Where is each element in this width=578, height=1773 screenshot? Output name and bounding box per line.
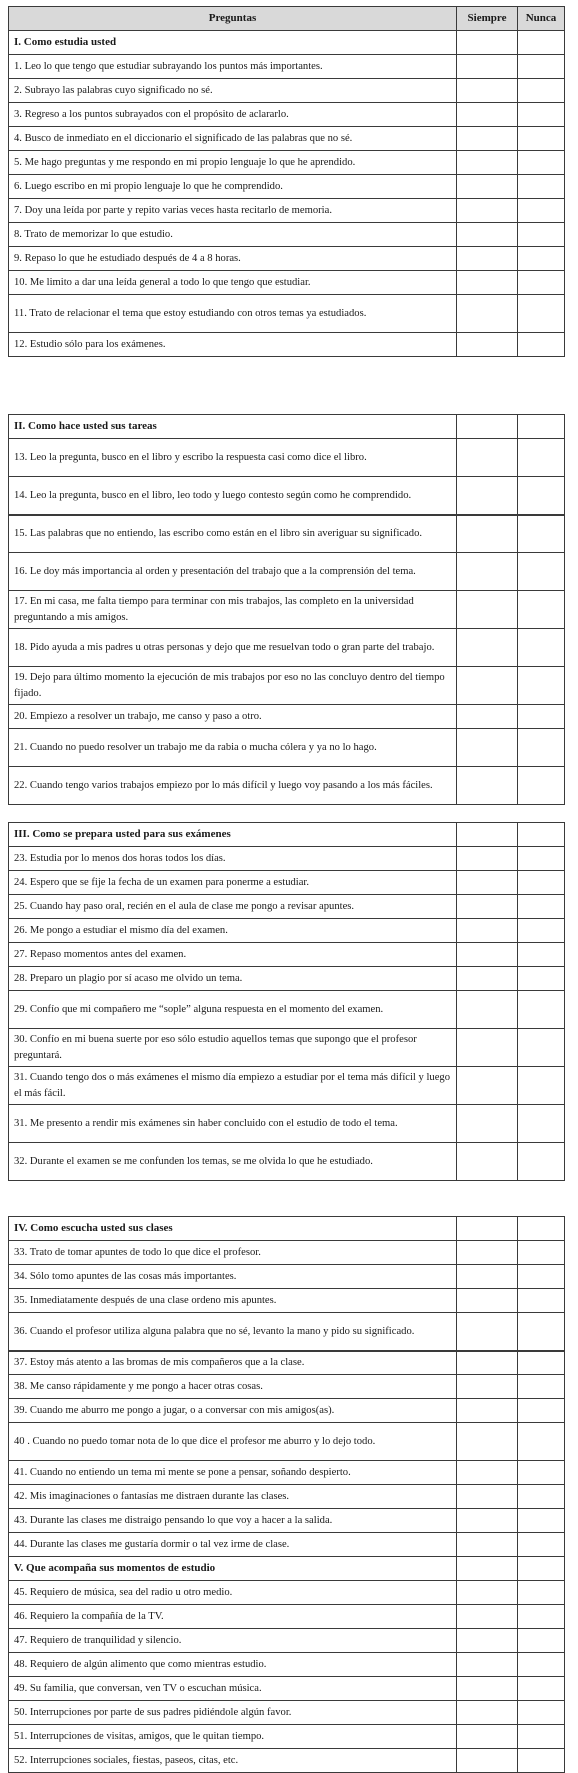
- question-text: 14. Leo la pregunta, busco en el libro, leo todo y luego contesto según como he comprendido.: [9, 477, 457, 515]
- section-nunca-cell: [518, 1557, 565, 1581]
- siempre-answer-cell[interactable]: [457, 271, 518, 295]
- siempre-answer-cell[interactable]: [457, 1749, 518, 1773]
- siempre-answer-cell[interactable]: [457, 1581, 518, 1605]
- nunca-answer-cell[interactable]: [518, 591, 565, 629]
- siempre-answer-cell[interactable]: [457, 1485, 518, 1509]
- siempre-answer-cell[interactable]: [457, 591, 518, 629]
- header-siempre: Siempre: [457, 7, 518, 31]
- siempre-answer-cell[interactable]: [457, 767, 518, 805]
- section-title: IV. Como escucha usted sus clases: [9, 1217, 457, 1241]
- section-siempre-cell: [457, 823, 518, 847]
- question-row: [9, 871, 565, 895]
- question-text: 8. Trato de memorizar lo que estudio.: [9, 223, 457, 247]
- question-row: [9, 1351, 565, 1375]
- question-row: [9, 439, 565, 477]
- siempre-answer-cell[interactable]: [457, 1461, 518, 1485]
- question-row: [9, 967, 565, 991]
- question-text: 25. Cuando hay paso oral, recién en el aula de clase me pongo a revisar apuntes.: [9, 895, 457, 919]
- section-siempre-cell: [457, 31, 518, 55]
- question-row: [9, 1461, 565, 1485]
- siempre-answer-cell[interactable]: [457, 295, 518, 333]
- nunca-answer-cell[interactable]: [518, 629, 565, 667]
- question-text: 30. Confío en mi buena suerte por eso sólo estudio aquellos temas que supongo que el profesor preguntará.: [9, 1029, 457, 1067]
- question-text: 17. En mi casa, me falta tiempo para terminar con mis trabajos, las completo en la universidad preguntando a mis amigos.: [9, 591, 457, 629]
- siempre-answer-cell[interactable]: [457, 667, 518, 705]
- question-row: [9, 55, 565, 79]
- nunca-answer-cell[interactable]: [518, 439, 565, 477]
- siempre-answer-cell[interactable]: [457, 333, 518, 357]
- question-row: [9, 1265, 565, 1289]
- siempre-answer-cell[interactable]: [457, 103, 518, 127]
- nunca-answer-cell[interactable]: [518, 1461, 565, 1485]
- question-row: [9, 295, 565, 333]
- question-text: 23. Estudia por lo menos dos horas todos los días.: [9, 847, 457, 871]
- question-row: [9, 127, 565, 151]
- question-text: 45. Requiero de música, sea del radio u otro medio.: [9, 1581, 457, 1605]
- siempre-answer-cell[interactable]: [457, 1701, 518, 1725]
- questionnaire-table-3: [8, 822, 565, 1181]
- question-text: 44. Durante las clases me gustaría dormir o tal vez irme de clase.: [9, 1533, 457, 1557]
- question-text: 6. Luego escribo en mi propio lenguaje lo que he comprendido.: [9, 175, 457, 199]
- siempre-answer-cell[interactable]: [457, 1375, 518, 1399]
- siempre-answer-cell[interactable]: [457, 729, 518, 767]
- siempre-answer-cell[interactable]: [457, 871, 518, 895]
- question-text: 10. Me limito a dar una leída general a todo lo que tengo que estudiar.: [9, 271, 457, 295]
- nunca-answer-cell[interactable]: [518, 79, 565, 103]
- question-row: [9, 175, 565, 199]
- nunca-answer-cell[interactable]: [518, 127, 565, 151]
- question-text: 48. Requiero de algún alimento que como mientras estudio.: [9, 1653, 457, 1677]
- question-row: [9, 1313, 565, 1351]
- question-text: 1. Leo lo que tengo que estudiar subrayando los puntos más importantes.: [9, 55, 457, 79]
- nunca-answer-cell[interactable]: [518, 1701, 565, 1725]
- question-text: 42. Mis imaginaciones o fantasías me distraen durante las clases.: [9, 1485, 457, 1509]
- question-row: [9, 333, 565, 357]
- question-row: [9, 1241, 565, 1265]
- nunca-answer-cell[interactable]: [518, 943, 565, 967]
- question-row: [9, 591, 565, 629]
- question-text: 9. Repaso lo que he estudiado después de 4 a 8 horas.: [9, 247, 457, 271]
- nunca-answer-cell[interactable]: [518, 919, 565, 943]
- question-text: 46. Requiero la compañía de la TV.: [9, 1605, 457, 1629]
- siempre-answer-cell[interactable]: [457, 175, 518, 199]
- siempre-answer-cell[interactable]: [457, 919, 518, 943]
- question-text: 51. Interrupciones de visitas, amigos, que le quitan tiempo.: [9, 1725, 457, 1749]
- question-text: 36. Cuando el profesor utiliza alguna palabra que no sé, levanto la mano y pido su significado.: [9, 1313, 457, 1351]
- question-row: [9, 79, 565, 103]
- siempre-answer-cell[interactable]: [457, 199, 518, 223]
- section-title: I. Como estudia usted: [9, 31, 457, 55]
- question-text: 22. Cuando tengo varios trabajos empiezo por lo más difícil y luego voy pasando a los más fáciles.: [9, 767, 457, 805]
- question-row: [9, 1533, 565, 1557]
- question-text: 16. Le doy más importancia al orden y presentación del trabajo que a la comprensión del tema.: [9, 553, 457, 591]
- siempre-answer-cell[interactable]: [457, 223, 518, 247]
- nunca-answer-cell[interactable]: [518, 729, 565, 767]
- question-row: [9, 895, 565, 919]
- question-row: [9, 729, 565, 767]
- nunca-answer-cell[interactable]: [518, 1029, 565, 1067]
- question-row: [9, 1105, 565, 1143]
- siempre-answer-cell[interactable]: [457, 1105, 518, 1143]
- nunca-answer-cell[interactable]: [518, 1265, 565, 1289]
- header-preguntas: Preguntas: [9, 7, 457, 31]
- nunca-answer-cell[interactable]: [518, 1241, 565, 1265]
- nunca-answer-cell[interactable]: [518, 1629, 565, 1653]
- nunca-answer-cell[interactable]: [518, 55, 565, 79]
- nunca-answer-cell[interactable]: [518, 1725, 565, 1749]
- question-row: [9, 1067, 565, 1105]
- question-text: 2. Subrayo las palabras cuyo significado no sé.: [9, 79, 457, 103]
- question-text: 18. Pido ayuda a mis padres u otras personas y dejo que me resuelvan todo o gran parte del trabajo.: [9, 629, 457, 667]
- section-row: [9, 823, 565, 847]
- nunca-answer-cell[interactable]: [518, 1653, 565, 1677]
- question-row: [9, 943, 565, 967]
- nunca-answer-cell[interactable]: [518, 199, 565, 223]
- siempre-answer-cell[interactable]: [457, 1399, 518, 1423]
- section-row: [9, 31, 565, 55]
- question-row: [9, 1399, 565, 1423]
- nunca-answer-cell[interactable]: [518, 705, 565, 729]
- question-row: [9, 1677, 565, 1701]
- questionnaire-table-4: [8, 1216, 565, 1773]
- nunca-answer-cell[interactable]: [518, 1105, 565, 1143]
- siempre-answer-cell[interactable]: [457, 1509, 518, 1533]
- nunca-answer-cell[interactable]: [518, 175, 565, 199]
- siempre-answer-cell[interactable]: [457, 705, 518, 729]
- nunca-answer-cell[interactable]: [518, 1677, 565, 1701]
- question-text: 28. Preparo un plagio por sí acaso me olvido un tema.: [9, 967, 457, 991]
- question-text: 3. Regreso a los puntos subrayados con el propósito de aclararlo.: [9, 103, 457, 127]
- siempre-answer-cell[interactable]: [457, 79, 518, 103]
- siempre-answer-cell[interactable]: [457, 1289, 518, 1313]
- section-row: [9, 415, 565, 439]
- nunca-answer-cell[interactable]: [518, 333, 565, 357]
- section-nunca-cell: [518, 823, 565, 847]
- nunca-answer-cell[interactable]: [518, 515, 565, 553]
- questionnaire-table-2: [8, 414, 565, 805]
- nunca-answer-cell[interactable]: [518, 1143, 565, 1181]
- nunca-answer-cell[interactable]: [518, 247, 565, 271]
- nunca-answer-cell[interactable]: [518, 151, 565, 175]
- section-siempre-cell: [457, 415, 518, 439]
- siempre-answer-cell[interactable]: [457, 1423, 518, 1461]
- question-text: 24. Espero que se fije la fecha de un examen para ponerme a estudiar.: [9, 871, 457, 895]
- section-nunca-cell: [518, 31, 565, 55]
- nunca-answer-cell[interactable]: [518, 1423, 565, 1461]
- question-row: [9, 847, 565, 871]
- question-row: [9, 247, 565, 271]
- question-row: [9, 271, 565, 295]
- nunca-answer-cell[interactable]: [518, 295, 565, 333]
- nunca-answer-cell[interactable]: [518, 967, 565, 991]
- question-text: 32. Durante el examen se me confunden los temas, se me olvida lo que he estudiado.: [9, 1143, 457, 1181]
- question-row: [9, 103, 565, 127]
- nunca-answer-cell[interactable]: [518, 767, 565, 805]
- question-row: [9, 151, 565, 175]
- question-text: 50. Interrupciones por parte de sus padres pidiéndole algún favor.: [9, 1701, 457, 1725]
- question-text: 49. Su familia, que conversan, ven TV o escuchan música.: [9, 1677, 457, 1701]
- question-row: [9, 1725, 565, 1749]
- question-text: 12. Estudio sólo para los exámenes.: [9, 333, 457, 357]
- nunca-answer-cell[interactable]: [518, 1375, 565, 1399]
- nunca-answer-cell[interactable]: [518, 1289, 565, 1313]
- question-row: [9, 1485, 565, 1509]
- siempre-answer-cell[interactable]: [457, 55, 518, 79]
- siempre-answer-cell[interactable]: [457, 1241, 518, 1265]
- question-text: 11. Trato de relacionar el tema que estoy estudiando con otros temas ya estudiados.: [9, 295, 457, 333]
- nunca-answer-cell[interactable]: [518, 223, 565, 247]
- question-row: [9, 1029, 565, 1067]
- siempre-answer-cell[interactable]: [457, 1143, 518, 1181]
- question-text: 31. Cuando tengo dos o más exámenes el mismo día empiezo a estudiar por el tema más difícil y luego el más fácil.: [9, 1067, 457, 1105]
- nunca-answer-cell[interactable]: [518, 1067, 565, 1105]
- question-text: 26. Me pongo a estudiar el mismo día del examen.: [9, 919, 457, 943]
- siempre-answer-cell[interactable]: [457, 477, 518, 515]
- section-row: [9, 1557, 565, 1581]
- nunca-answer-cell[interactable]: [518, 1581, 565, 1605]
- siempre-answer-cell[interactable]: [457, 1653, 518, 1677]
- nunca-answer-cell[interactable]: [518, 477, 565, 515]
- siempre-answer-cell[interactable]: [457, 1677, 518, 1701]
- question-row: [9, 1143, 565, 1181]
- siempre-answer-cell[interactable]: [457, 895, 518, 919]
- section-title: V. Que acompaña sus momentos de estudio: [9, 1557, 457, 1581]
- question-text: 47. Requiero de tranquilidad y silencio.: [9, 1629, 457, 1653]
- question-text: 43. Durante las clases me distraigo pensando lo que voy a hacer a la salida.: [9, 1509, 457, 1533]
- siempre-answer-cell[interactable]: [457, 553, 518, 591]
- question-row: [9, 1653, 565, 1677]
- question-row: [9, 1629, 565, 1653]
- section-nunca-cell: [518, 1217, 565, 1241]
- question-text: 19. Dejo para último momento la ejecución de mis trabajos por eso no las concluyo dentro del tiempo fijado.: [9, 667, 457, 705]
- siempre-answer-cell[interactable]: [457, 629, 518, 667]
- question-text: 33. Trato de tomar apuntes de todo lo que dice el profesor.: [9, 1241, 457, 1265]
- question-row: [9, 1581, 565, 1605]
- section-title: II. Como hace usted sus tareas: [9, 415, 457, 439]
- siempre-answer-cell[interactable]: [457, 943, 518, 967]
- siempre-answer-cell[interactable]: [457, 1067, 518, 1105]
- siempre-answer-cell[interactable]: [457, 439, 518, 477]
- table-header-row: [9, 7, 565, 31]
- siempre-answer-cell[interactable]: [457, 967, 518, 991]
- question-row: [9, 1289, 565, 1313]
- nunca-answer-cell[interactable]: [518, 1509, 565, 1533]
- section-title: III. Como se prepara usted para sus exámenes: [9, 823, 457, 847]
- siempre-answer-cell[interactable]: [457, 1605, 518, 1629]
- nunca-answer-cell[interactable]: [518, 1351, 565, 1375]
- nunca-answer-cell[interactable]: [518, 667, 565, 705]
- section-siempre-cell: [457, 1217, 518, 1241]
- section-row: [9, 1217, 565, 1241]
- question-text: 41. Cuando no entiendo un tema mi mente se pone a pensar, soñando despierto.: [9, 1461, 457, 1485]
- question-row: [9, 667, 565, 705]
- question-text: 27. Repaso momentos antes del examen.: [9, 943, 457, 967]
- nunca-answer-cell[interactable]: [518, 1399, 565, 1423]
- nunca-answer-cell[interactable]: [518, 991, 565, 1029]
- siempre-answer-cell[interactable]: [457, 1351, 518, 1375]
- question-row: [9, 767, 565, 805]
- question-row: [9, 1701, 565, 1725]
- questionnaire-table-1: [8, 6, 565, 357]
- nunca-answer-cell[interactable]: [518, 871, 565, 895]
- question-text: 31. Me presento a rendir mis exámenes sin haber concluido con el estudio de todo el tema.: [9, 1105, 457, 1143]
- question-text: 5. Me hago preguntas y me respondo en mi propio lenguaje lo que he aprendido.: [9, 151, 457, 175]
- question-row: [9, 1423, 565, 1461]
- siempre-answer-cell[interactable]: [457, 515, 518, 553]
- nunca-answer-cell[interactable]: [518, 1313, 565, 1351]
- question-text: 20. Empiezo a resolver un trabajo, me canso y paso a otro.: [9, 705, 457, 729]
- question-row: [9, 515, 565, 553]
- siempre-answer-cell[interactable]: [457, 1265, 518, 1289]
- siempre-answer-cell[interactable]: [457, 847, 518, 871]
- siempre-answer-cell[interactable]: [457, 1313, 518, 1351]
- section-nunca-cell: [518, 415, 565, 439]
- question-row: [9, 629, 565, 667]
- question-row: [9, 919, 565, 943]
- question-row: [9, 1605, 565, 1629]
- siempre-answer-cell[interactable]: [457, 151, 518, 175]
- nunca-answer-cell[interactable]: [518, 1605, 565, 1629]
- question-text: 39. Cuando me aburro me pongo a jugar, o a conversar con mis amigos(as).: [9, 1399, 457, 1423]
- nunca-answer-cell[interactable]: [518, 1533, 565, 1557]
- question-text: 40 . Cuando no puedo tomar nota de lo que dice el profesor me aburro y lo dejo todo.: [9, 1423, 457, 1461]
- siempre-answer-cell[interactable]: [457, 991, 518, 1029]
- question-text: 7. Doy una leída por parte y repito varias veces hasta recitarlo de memoria.: [9, 199, 457, 223]
- question-text: 13. Leo la pregunta, busco en el libro y escribo la respuesta casi como dice el libro.: [9, 439, 457, 477]
- question-row: [9, 1509, 565, 1533]
- nunca-answer-cell[interactable]: [518, 103, 565, 127]
- question-row: [9, 1749, 565, 1773]
- section-siempre-cell: [457, 1557, 518, 1581]
- question-row: [9, 199, 565, 223]
- nunca-answer-cell[interactable]: [518, 271, 565, 295]
- question-row: [9, 477, 565, 515]
- siempre-answer-cell[interactable]: [457, 1725, 518, 1749]
- question-text: 15. Las palabras que no entiendo, las escribo como están en el libro sin averiguar su significado.: [9, 515, 457, 553]
- nunca-answer-cell[interactable]: [518, 553, 565, 591]
- siempre-answer-cell[interactable]: [457, 1629, 518, 1653]
- nunca-answer-cell[interactable]: [518, 1485, 565, 1509]
- nunca-answer-cell[interactable]: [518, 1749, 565, 1773]
- siempre-answer-cell[interactable]: [457, 1533, 518, 1557]
- nunca-answer-cell[interactable]: [518, 895, 565, 919]
- question-text: 37. Estoy más atento a las bromas de mis compañeros que a la clase.: [9, 1351, 457, 1375]
- siempre-answer-cell[interactable]: [457, 127, 518, 151]
- question-text: 21. Cuando no puedo resolver un trabajo me da rabia o mucha cólera y ya no lo hago.: [9, 729, 457, 767]
- siempre-answer-cell[interactable]: [457, 1029, 518, 1067]
- question-text: 35. Inmediatamente después de una clase ordeno mis apuntes.: [9, 1289, 457, 1313]
- question-row: [9, 553, 565, 591]
- question-text: 4. Busco de inmediato en el diccionario el significado de las palabras que no sé.: [9, 127, 457, 151]
- question-text: 38. Me canso rápidamente y me pongo a hacer otras cosas.: [9, 1375, 457, 1399]
- question-row: [9, 1375, 565, 1399]
- question-text: 52. Interrupciones sociales, fiestas, paseos, citas, etc.: [9, 1749, 457, 1773]
- nunca-answer-cell[interactable]: [518, 847, 565, 871]
- question-text: 29. Confío que mi compañero me “sople” alguna respuesta en el momento del examen.: [9, 991, 457, 1029]
- question-row: [9, 705, 565, 729]
- header-nunca: Nunca: [518, 7, 565, 31]
- siempre-answer-cell[interactable]: [457, 247, 518, 271]
- question-text: 34. Sólo tomo apuntes de las cosas más importantes.: [9, 1265, 457, 1289]
- question-row: [9, 991, 565, 1029]
- question-row: [9, 223, 565, 247]
